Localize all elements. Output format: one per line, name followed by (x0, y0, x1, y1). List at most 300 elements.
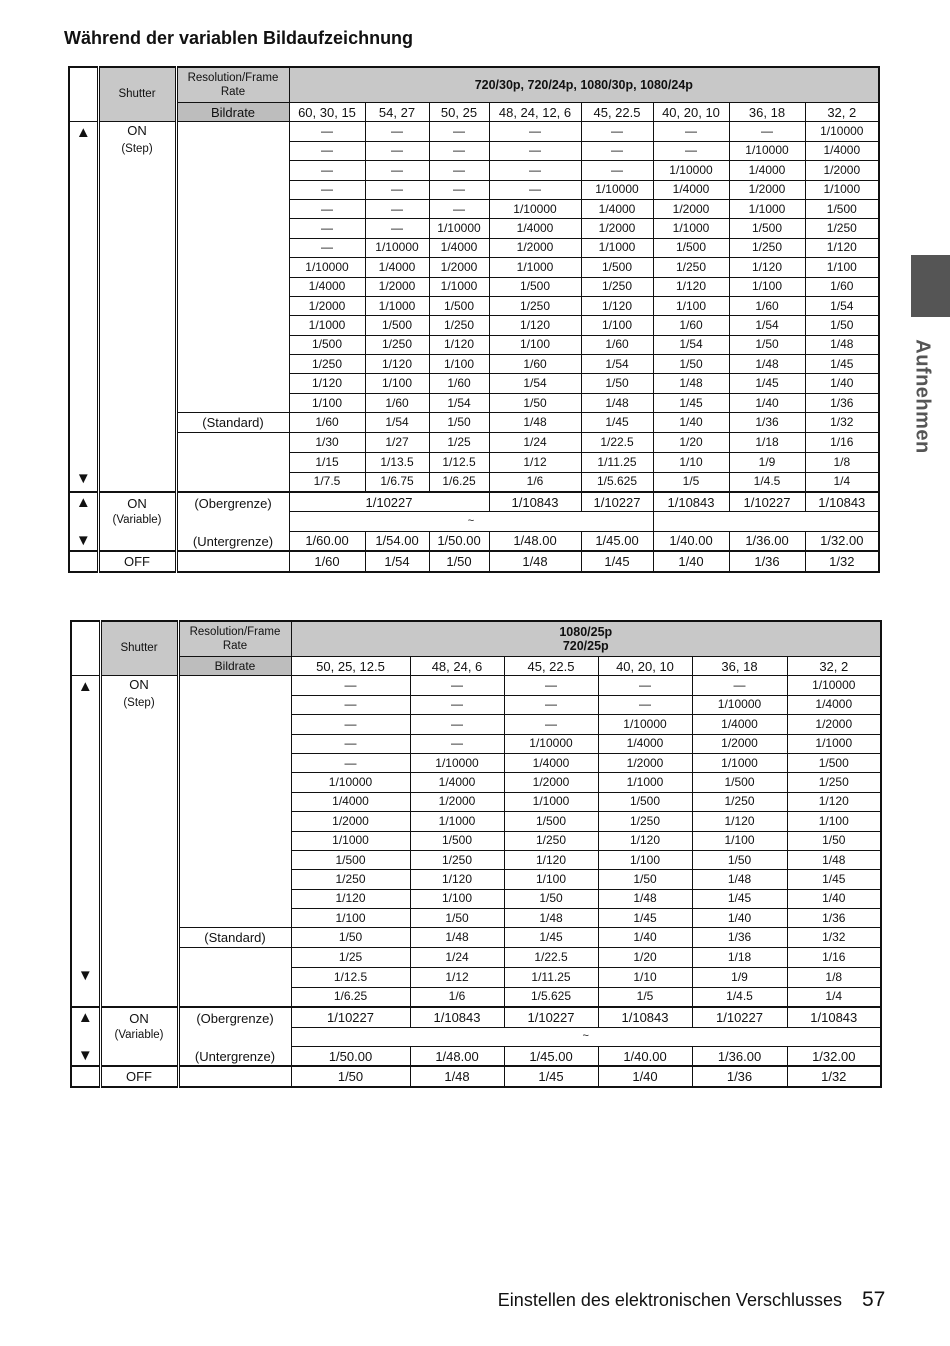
shutter-speed-cell (598, 870, 692, 889)
shutter-speed-cell (410, 928, 504, 947)
shutter-speed-cell (489, 335, 581, 354)
shutter-speed-value: 1/4000 (748, 162, 786, 177)
shutter-speed-value: 1/48 (830, 337, 854, 352)
shutter-speed-cell (291, 773, 410, 792)
off-value-cell (805, 551, 879, 571)
range-tilde (289, 512, 653, 531)
footer-text: Einstellen des elektronischen Verschlusses (497, 1290, 842, 1310)
shutter-speed-cell (581, 161, 653, 180)
shutter-speed-value: 1/100 (335, 910, 366, 925)
lower-limit-cell (365, 531, 429, 551)
shutter-speed-value: 1/1000 (823, 182, 861, 197)
shutter-speed-value: 1/48 (539, 910, 563, 925)
lower-limit-value: 1/48.00 (513, 533, 557, 549)
shutter-speed-value: 1/500 (675, 240, 707, 255)
upper-limit-value: 1/10227 (327, 1009, 374, 1025)
shutter-speed-value: 1/100 (381, 376, 413, 391)
shutter-speed-value: 1/45 (539, 930, 563, 945)
off-value-cell (365, 551, 429, 571)
shutter-speed-value: 1/250 (751, 240, 783, 255)
shutter-speed-value: 1/45 (633, 910, 657, 925)
shutter-speed-cell (787, 831, 881, 850)
shutter-speed-cell (504, 987, 598, 1007)
shutter-speed-value: 1/500 (601, 259, 633, 274)
shutter-speed-value: 1/2000 (332, 813, 369, 828)
table-row (69, 122, 879, 141)
shutter-speed-cell (365, 199, 429, 218)
shutter-speed-value: 1/4 (833, 474, 851, 489)
shutter-speed-value: 1/4000 (308, 279, 346, 294)
shutter-speed-value: 1/500 (826, 201, 857, 216)
framerate-column-header (729, 103, 805, 122)
framerate-column-label: 48, 24, 12, 6 (498, 104, 572, 120)
shutter-speed-value: 1/100 (311, 395, 343, 410)
resolution-header (178, 621, 291, 657)
shutter-speed-value: 1/48 (445, 930, 469, 945)
shutter-speed-value: 1/22.5 (600, 434, 634, 449)
group-header (291, 621, 881, 657)
shutter-speed-cell (692, 909, 787, 928)
shutter-speed-cell (653, 238, 729, 257)
framerate-column-label: 32, 2 (827, 104, 857, 120)
shutter-speed-value: 1/9 (758, 454, 776, 469)
shutter-speed-cell (598, 734, 692, 753)
shutter-speed-cell (653, 161, 729, 180)
shutter-speed-cell (692, 695, 787, 714)
shutter-speed-cell (581, 238, 653, 257)
shutter-speed-value: — (321, 162, 333, 177)
shutter-speed-value: 1/500 (443, 298, 475, 313)
shutter-speed-cell (289, 238, 365, 257)
shutter-speed-cell (692, 734, 787, 753)
shutter-speed-value: — (321, 221, 333, 236)
off-bildrate-blank (176, 551, 289, 571)
bildrate-label: Bildrate (214, 658, 256, 673)
shutter-speed-value: 1/2000 (516, 240, 554, 255)
shutter-speed-cell (289, 393, 365, 412)
standard-label (178, 928, 291, 947)
lower-limit-value: 1/40.00 (669, 533, 713, 549)
shutter-speed-cell (729, 335, 805, 354)
shutter-speed-cell (787, 850, 881, 869)
shutter-speed-cell (410, 792, 504, 811)
shutter-speed-cell (729, 161, 805, 180)
shutter-speed-cell (410, 909, 504, 928)
shutter-speed-cell (729, 258, 805, 277)
off-arrow-blank (69, 551, 98, 571)
shutter-speed-cell (289, 472, 365, 492)
step-label: (Step) (121, 143, 153, 156)
lower-limit-value: 1/50.00 (437, 533, 481, 549)
shutter-speed-cell (504, 753, 598, 772)
shutter-speed-cell (729, 238, 805, 257)
bildrate-blank (178, 947, 291, 1007)
shutter-speed-value: 1/250 (826, 221, 857, 236)
off-bildrate-blank (178, 1066, 291, 1086)
shutter-speed-cell (489, 161, 581, 180)
off-value: 1/40 (632, 1069, 658, 1085)
shutter-speed-cell (504, 947, 598, 968)
shutter-speed-value: 1/2000 (440, 259, 478, 274)
shutter-speed-value: 1/500 (724, 775, 755, 790)
shutter-speed-value: 1/50 (523, 395, 547, 410)
shutter-speed-cell (365, 180, 429, 199)
untergrenze-label (178, 1046, 291, 1066)
framerate-column-header (365, 103, 429, 122)
side-tab-label: Aufnehmen (911, 339, 934, 454)
shutter-speed-cell (581, 180, 653, 199)
shutter-speed-cell (787, 889, 881, 908)
shutter-speed-value: — (391, 221, 403, 236)
shutter-speed-cell (805, 277, 879, 296)
shutter-speed-value: 1/250 (724, 794, 755, 809)
shutter-speed-value: 1/40 (755, 395, 779, 410)
shutter-speed-value: 1/2000 (438, 794, 476, 809)
shutter-speed-value: — (321, 143, 333, 158)
shutter-speed-value: 1/60 (523, 356, 547, 371)
shutter-speed-cell (291, 812, 410, 831)
shutter-speed-value: 1/15 (315, 454, 339, 469)
shutter-speed-value: — (639, 678, 651, 693)
on-label: ON (127, 123, 147, 139)
off-value: 1/60 (314, 553, 340, 569)
shutter-speed-value: 1/250 (519, 298, 551, 313)
shutter-speed-value: 1/1000 (438, 813, 476, 828)
shutter-speed-cell (504, 695, 598, 714)
framerate-column-header (805, 103, 879, 122)
step-label: (Step) (123, 697, 155, 710)
shutter-speed-value: 1/10000 (375, 240, 419, 255)
shutter-speed-value: 1/10000 (595, 182, 639, 197)
shutter-speed-cell (653, 199, 729, 218)
up-arrow-icon: ▲ (77, 1008, 93, 1026)
shutter-speed-cell (504, 909, 598, 928)
shutter-speed-value: 1/120 (751, 259, 783, 274)
shutter-speed-cell (692, 870, 787, 889)
lower-limit-cell (489, 531, 581, 551)
shutter-speed-cell (291, 968, 410, 987)
shutter-speed-value: 1/500 (335, 852, 366, 867)
shutter-speed-value: 1/2000 (815, 716, 853, 731)
shutter-speed-cell (729, 453, 805, 472)
upper-limit-cell (787, 1007, 881, 1027)
shutter-speed-cell (291, 831, 410, 850)
upper-limit-cell (410, 1007, 504, 1027)
lower-limit-value: 1/36.00 (745, 533, 789, 549)
shutter-speed-value: 1/45 (830, 356, 854, 371)
shutter-speed-value: — (344, 736, 357, 751)
shutter-speed-cell (289, 141, 365, 160)
corner-blank (71, 621, 100, 676)
shutter-speed-value: 1/1000 (721, 755, 758, 770)
shutter-speed-value: 1/22.5 (534, 950, 568, 965)
shutter-speed-value: 1/4000 (440, 240, 478, 255)
shutter-speed-cell (598, 812, 692, 831)
shutter-speed-cell (429, 277, 489, 296)
shutter-speed-cell (598, 676, 692, 695)
shutter-speed-value: 1/10000 (669, 162, 713, 177)
off-value: 1/45 (604, 553, 630, 569)
page-heading: Während der variablen Bildaufzeichnung (64, 28, 414, 48)
shutter-speed-cell (365, 122, 429, 141)
shutter-speed-cell (653, 277, 729, 296)
upper-limit-value: 1/10843 (433, 1009, 481, 1025)
shutter-speed-value: 1/40 (830, 376, 854, 391)
shutter-speed-value: 1/18 (727, 950, 752, 965)
shutter-speed-value: 1/54 (830, 298, 854, 313)
shutter-speed-cell (653, 393, 729, 412)
shutter-speed-cell (581, 296, 653, 315)
shutter-speed-cell (489, 199, 581, 218)
shutter-speed-value: 1/40 (679, 414, 703, 429)
shutter-speed-value: — (453, 162, 465, 177)
shutter-speed-cell (653, 432, 729, 453)
shutter-speed-cell (429, 122, 489, 141)
shutter-speed-cell (692, 928, 787, 947)
shutter-speed-value: — (611, 143, 623, 158)
shutter-speed-cell (581, 199, 653, 218)
shutter-speed-cell (598, 987, 692, 1007)
shutter-speed-value: 1/2000 (598, 221, 636, 236)
table-row (69, 413, 879, 432)
up-arrow-icon: ▲ (75, 493, 91, 511)
down-arrow-icon: ▼ (75, 531, 91, 549)
off-value-cell (787, 1066, 881, 1086)
lower-limit-value: 1/54.00 (375, 533, 419, 549)
framerate-column-header (291, 657, 410, 676)
shutter-speed-value: 1/250 (335, 871, 366, 886)
shutter-speed-cell (787, 987, 881, 1007)
shutter-speed-cell (692, 676, 787, 695)
shutter-speed-value: 1/120 (818, 794, 849, 809)
off-value: 1/50 (446, 553, 472, 569)
shutter-speed-value: 1/54 (679, 337, 703, 352)
shutter-speed-value: — (453, 124, 465, 139)
shutter-speed-cell (805, 238, 879, 257)
lower-limit-cell (410, 1046, 504, 1066)
shutter-speed-value: 1/250 (818, 775, 849, 790)
shutter-speed-value: 1/40 (633, 930, 657, 945)
shutter-speed-value: 1/25 (447, 434, 471, 449)
shutter-speed-cell (504, 889, 598, 908)
shutter-speed-value: 1/100 (818, 813, 849, 828)
shutter-speed-value: 1/54 (523, 376, 547, 391)
shutter-speed-value: 1/8 (833, 454, 851, 469)
off-value: 1/36 (754, 553, 780, 569)
shutter-speed-value: 1/4000 (626, 736, 664, 751)
shutter-speed-value: — (529, 124, 541, 139)
lower-limit-cell (429, 531, 489, 551)
untergrenze-text: (Untergrenze) (192, 534, 274, 550)
shutter-speed-value: 1/250 (441, 852, 473, 867)
on-variable-label-cell (98, 492, 176, 551)
shutter-speed-cell (805, 180, 879, 199)
shutter-speed-value: 1/120 (519, 317, 551, 332)
shutter-speed-value: — (321, 182, 333, 197)
shutter-speed-cell (805, 355, 879, 374)
shutter-speed-cell (489, 393, 581, 412)
table-row (71, 676, 881, 695)
shutter-speed-cell (598, 850, 692, 869)
off-value-cell (429, 551, 489, 571)
shutter-speed-value: 1/40 (822, 891, 846, 906)
shutter-speed-cell (489, 141, 581, 160)
shutter-speed-cell (581, 432, 653, 453)
shutter-speed-value: 1/4000 (721, 716, 758, 731)
upper-limit-cell (291, 1007, 410, 1027)
shutter-speed-value: 1/54 (385, 414, 409, 429)
shutter-speed-value: — (321, 124, 333, 139)
shutter-speed-value: 1/500 (381, 317, 413, 332)
shutter-speed-cell (365, 161, 429, 180)
shutter-speed-value: 1/120 (535, 852, 567, 867)
shutter-speed-cell (289, 432, 365, 453)
framerate-column-label: 36, 18 (748, 104, 786, 120)
shutter-speed-value: 1/24 (445, 950, 469, 965)
shutter-speed-cell (429, 219, 489, 238)
shutter-speed-cell (365, 393, 429, 412)
shutter-speed-cell (692, 831, 787, 850)
shutter-speed-cell (598, 889, 692, 908)
shutter-speed-value: 1/2000 (308, 298, 346, 313)
shutter-speed-value: 1/2000 (748, 182, 786, 197)
shutter-speed-cell (805, 472, 879, 492)
shutter-speed-cell (429, 180, 489, 199)
off-value-cell (289, 551, 365, 571)
shutter-speed-value: 1/60 (679, 317, 703, 332)
shutter-speed-cell (429, 296, 489, 315)
shutter-speed-value: — (451, 678, 463, 693)
bildrate-blank (176, 432, 289, 492)
step-arrow-cell (69, 122, 98, 492)
shutter-speed-cell (365, 296, 429, 315)
shutter-speed-cell (729, 199, 805, 218)
bildrate-blank (176, 122, 289, 413)
up-arrow-icon: ▲ (75, 124, 91, 142)
shutter-speed-value: 1/500 (818, 755, 849, 770)
upper-limit-value: 1/10227 (743, 494, 791, 510)
shutter-speed-value: — (733, 678, 746, 693)
shutter-speed-value: — (344, 716, 357, 731)
shutter-speed-value: — (344, 697, 357, 712)
shutter-speed-value: 1/100 (724, 833, 755, 848)
shutter-speed-cell (429, 258, 489, 277)
shutter-speed-value: 1/60 (755, 298, 779, 313)
range-blank (653, 512, 879, 531)
shutter-speed-cell (581, 219, 653, 238)
lower-limit-cell (581, 531, 653, 551)
shutter-speed-value: — (453, 182, 465, 197)
shutter-speed-value: 1/50 (727, 852, 752, 867)
shutter-speed-value: 1/250 (311, 356, 343, 371)
shutter-speed-cell (504, 812, 598, 831)
shutter-speed-cell (289, 180, 365, 199)
corner-blank (69, 67, 98, 122)
shutter-speed-cell (581, 453, 653, 472)
upper-limit-cell (489, 492, 581, 512)
shutter-speed-cell (291, 695, 410, 714)
shutter-speed-cell (787, 968, 881, 987)
shutter-speed-value: — (451, 736, 463, 751)
off-label (98, 551, 176, 571)
shutter-speed-cell (787, 909, 881, 928)
shutter-speed-value: 1/1000 (672, 221, 710, 236)
shutter-speed-value: 1/4000 (815, 697, 853, 712)
shutter-speed-value: 1/10 (633, 970, 657, 985)
variable-label: (Variable) (114, 1029, 164, 1042)
shutter-speed-value: 1/32 (822, 930, 846, 945)
shutter-speed-value: 1/2000 (721, 736, 758, 751)
shutter-speed-value: 1/54 (755, 317, 779, 332)
shutter-speed-value: 1/10000 (437, 221, 481, 236)
shutter-speed-cell (692, 773, 787, 792)
lower-limit-cell (653, 531, 729, 551)
shutter-speed-cell (805, 199, 879, 218)
shutter-speed-cell (729, 122, 805, 141)
shutter-speed-cell (729, 316, 805, 335)
lower-limit-value: 1/40.00 (623, 1048, 667, 1064)
lower-limit-cell (598, 1046, 692, 1066)
shutter-speed-cell (429, 316, 489, 335)
shutter-speed-value: 1/120 (443, 337, 475, 352)
untergrenze-label (176, 531, 289, 551)
upper-limit-value: 1/10227 (365, 494, 413, 510)
shutter-speed-value: 1/45 (679, 395, 703, 410)
lower-limit-cell (729, 531, 805, 551)
shutter-speed-value: 1/6.75 (380, 474, 414, 489)
shutter-speed-cell (581, 355, 653, 374)
framerate-column-header (504, 657, 598, 676)
shutter-speed-value: 1/5 (636, 989, 654, 1004)
shutter-speed-cell (289, 355, 365, 374)
shutter-speed-value: 1/16 (822, 950, 846, 965)
upper-limit-value: 1/10227 (716, 1009, 763, 1025)
shutter-speed-value: 1/120 (311, 376, 343, 391)
shutter-speed-value: 1/45 (727, 891, 752, 906)
shutter-speed-cell (653, 141, 729, 160)
shutter-speed-value: 1/60 (830, 279, 854, 294)
shutter-speed-cell (429, 432, 489, 453)
shutter-speed-value: 1/60 (385, 395, 409, 410)
shutter-speed-value: 1/32 (830, 414, 854, 429)
shutter-speed-value: 1/250 (629, 813, 661, 828)
shutter-speed-cell (729, 432, 805, 453)
on-variable-label-cell (100, 1007, 178, 1066)
framerate-column-label: 50, 25 (440, 104, 478, 120)
shutter-speed-value: 1/30 (315, 434, 339, 449)
page-number: 57 (862, 1288, 886, 1311)
shutter-speed-value: 1/7.5 (313, 474, 341, 489)
down-arrow-icon: ▼ (77, 967, 93, 985)
framerate-column-label: 50, 25, 12.5 (316, 658, 385, 674)
shutter-speed-cell (729, 355, 805, 374)
shutter-speed-cell (729, 180, 805, 199)
shutter-speed-cell (805, 453, 879, 472)
shutter-speed-cell (729, 393, 805, 412)
shutter-speed-cell (489, 374, 581, 393)
shutter-speed-cell (289, 316, 365, 335)
shutter-speed-cell (429, 335, 489, 354)
off-value-cell (598, 1066, 692, 1086)
shutter-speed-cell (653, 180, 729, 199)
shutter-speed-cell (410, 947, 504, 968)
shutter-speed-value: 1/10000 (305, 259, 349, 274)
shutter-speed-value: 1/120 (724, 813, 755, 828)
shutter-speed-value: — (453, 201, 465, 216)
shutter-speed-value: 1/10 (679, 454, 703, 469)
shutter-speed-cell (729, 374, 805, 393)
shutter-speed-value: 1/120 (675, 279, 707, 294)
